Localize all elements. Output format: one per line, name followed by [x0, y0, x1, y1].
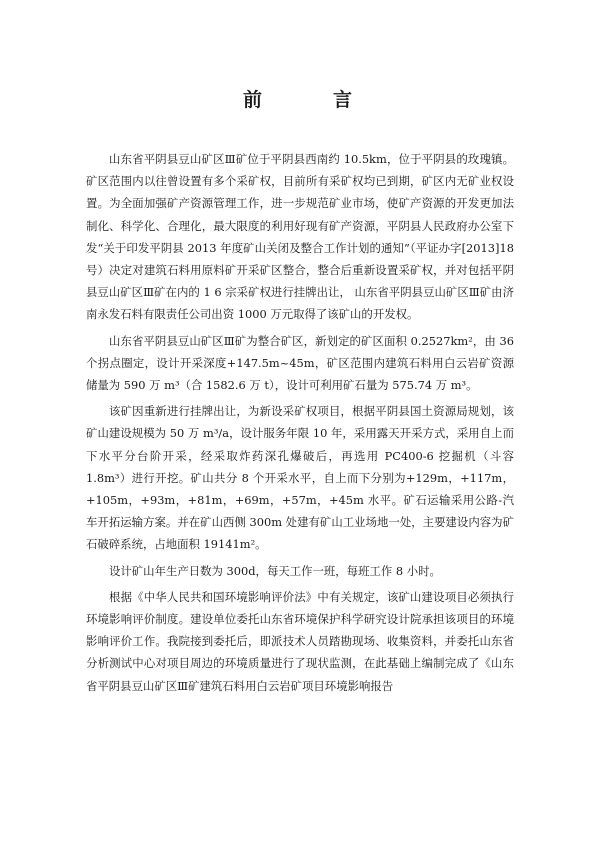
paragraph-3: 该矿因重新进行挂牌出让，为新设采矿权项目，根据平阴县国土资源局规划，该矿山建设规模为 50 万 m³/a，设计服务年限 10 年，采用露天开采方式，采用自上而下水平分台阶开采，经采取炸药深孔爆破后，再选用 PC400-6 挖掘机（斗容 1.8m³）进行开挖。矿山共分 8 个开采水平，自上而下分别为+129m，+117m，+105m，+93m，+81m，+69m，+57m，+45m 水平。矿石运输采用公路-汽车开拓运输方案。并在矿山西侧 300m 处建有矿山工业场地一处，主要建设内容为矿石破碎系统，占地面积 19141m²。 — [86, 404, 514, 552]
paragraph-1: 山东省平阴县豆山矿区Ⅲ矿位于平阴县西南约 10.5km，位于平阴县的玫瑰镇。矿区范围内以往曾设置有多个采矿权，目前所有采矿权均已到期，矿区内无矿业权设置。为全面加强矿产资源管理工作，进一步规范矿业市场，使矿产资源的开发更加法制化、科学化、合理化，最大限度的利用好现有矿产资源，平阴县人民政府办公室下发“关于印发平阴县 2013 年度矿山关闭及整合工作计划的通知”（平证办字[2013]18 号）决定对建筑石料用原料矿开采矿区整合，整合后重新设置采矿权，并对包括平阴县豆山矿区Ⅲ矿在内的 1 6 宗采矿权进行挂牌出让， 山东省平阴县豆山矿区Ⅲ矿由济南永发石料有限责任公司出资 1000 万元取得了该矿山的开发权。 — [86, 152, 514, 322]
body-text — [86, 148, 514, 697]
paragraph-4: 设计矿山年生产日数为 300d，每天工作一班，每班工作 8 小时。 — [109, 563, 441, 578]
paragraph-2: 山东省平阴县豆山矿区Ⅲ矿为整合矿区，新划定的矿区面积 0.2527km²，由 36 个拐点圈定，设计开采深度+147.5m~45m，矿区范围内建筑石料用白云岩矿资源储量为 590 万 m³（合 1582.6 万 t），设计可利用矿石量为 575.74 万 m³。 — [86, 333, 514, 393]
page-title: 前 言 — [242, 89, 378, 111]
paragraph-5: 根据《中华人民共和国环境影响评价法》中有关规定，该矿山建设项目必须执行环境影响评价制度。建设单位委托山东省环境保护科学研究设计院承担该项目的环境影响评价工作。我院接到委托后，即派技术人员踏勘现场、收集资料，并委托山东省分析测试中心对项目周边的环境质量进行了现状监测，在此基础上编制完成了《山东省平阴县豆山矿区Ⅲ矿建筑石料用白云岩矿项目环境影响报告 — [86, 589, 514, 693]
